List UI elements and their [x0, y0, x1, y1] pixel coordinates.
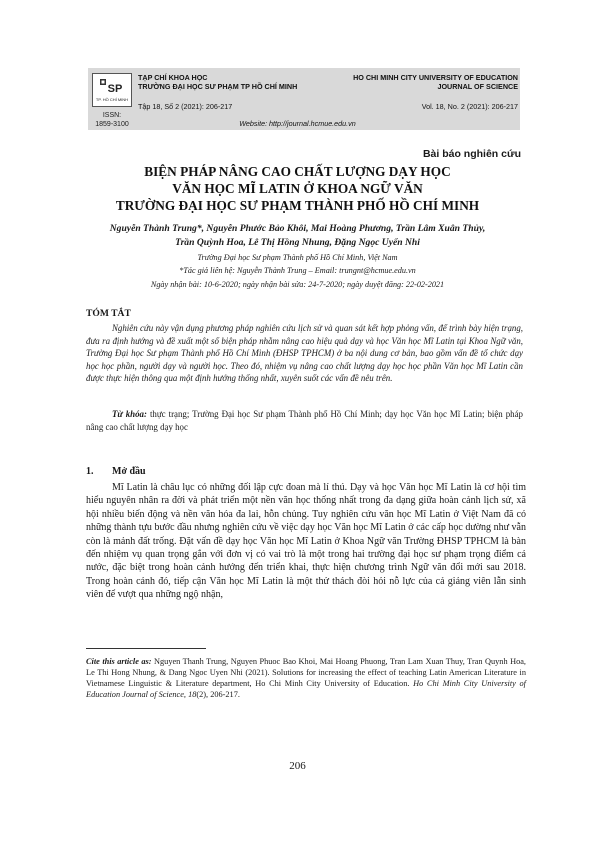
footnote-rule — [86, 648, 206, 649]
journal-en-line1: HO CHI MINH CITY UNIVERSITY OF EDUCATION — [353, 73, 518, 82]
volume-vi: Tập 18, Số 2 (2021): 206-217 — [138, 102, 233, 111]
corresponding-author: *Tác giả liên hệ: Nguyễn Thành Trung – Email: trungnt@hcmue.edu.vn — [179, 266, 416, 275]
citation-journal: Ho Chi Minh City University of Education Journal of Science — [86, 679, 526, 699]
logo-emblem-icon — [98, 77, 126, 97]
citation-block — [86, 656, 526, 700]
section-1-number: 1. — [86, 466, 94, 477]
article-title-line-1: BIỆN PHÁP NÂNG CAO CHẤT LƯỢNG DẠY HỌC — [144, 164, 451, 179]
keywords — [86, 408, 523, 433]
keywords-text: thực trạng; Trường Đại học Sư phạm Thành phố Hồ Chí Minh; dạy học Văn học Mĩ Latin; biện pháp nâng cao chất lượng dạy học — [86, 409, 523, 432]
abstract-heading: TÓM TẮT — [86, 308, 131, 319]
university-logo — [92, 73, 132, 107]
issn-value: 1859-3100 — [95, 121, 129, 128]
journal-en-line2: JOURNAL OF SCIENCE — [437, 82, 518, 91]
article-title-line-3: TRƯỜNG ĐẠI HỌC SƯ PHẠM THÀNH PHỐ HỒ CHÍ MINH — [115, 198, 480, 213]
keywords-label: Từ khóa: — [112, 409, 147, 419]
issn-label: ISSN: — [102, 112, 122, 119]
journal-website: Website: http://journal.hcmue.edu.vn — [239, 119, 356, 128]
logo-text: SP — [107, 83, 123, 95]
authors-line-1: Nguyễn Thành Trung*, Nguyễn Phước Bảo Khôi, Mai Hoàng Phương, Trần Lâm Xuân Thủy, — [109, 223, 486, 234]
article-category: Bài báo nghiên cứu — [422, 148, 521, 160]
authors-line-2: Trần Quỳnh Hoa, Lê Thị Hồng Nhung, Đặng Ngọc Uyển Nhi — [175, 237, 420, 248]
affiliation: Trường Đại học Sư phạm Thành phố Hồ Chí Minh, Việt Nam — [197, 253, 398, 262]
logo-caption: TP. HỒ CHÍ MINH — [95, 97, 129, 102]
citation-label: Cite this article as: — [86, 657, 152, 666]
page-number: 206 — [289, 760, 306, 772]
section-1-title: Mở đầu — [112, 466, 146, 477]
abstract-text: Nghiên cứu này vận dụng phương pháp nghiên cứu lịch sử và quan sát kết hợp phỏng vấn, để trình bày hiện trạng, đưa ra định hướng và đề xuất một số biện pháp nhằm nâng cao hiệu quả dạy và học Văn học Mĩ Latin tại Khoa Ngữ văn, Trường Đại học Sư phạm Thành phố Hồ Chí Minh (ĐHSP TPHCM) ở ba nội dung cơ bản, bao gồm vấn đề tổ chức dạy học học phần, người dạy và người học. Theo đó, nhiệm vụ nâng cao chất lượng dạy học học phần Văn học Mĩ Latin cần được thực hiện thông qua một định hướng thống nhất, xuyên suốt các vấn đề nêu trên. — [86, 323, 523, 384]
citation-text: Nguyen Thanh Trung, Nguyen Phuoc Bao Khoi, Mai Hoang Phuong, Tran Lam Xuan Thuy, Tran Quynh Hoa, Le Thi Hong Nhung, & Dang Ngoc Uyen Nhi (2021). Solutions for increasing the effect of teaching Latin American Literature in Vietnamese Linguistic & Literature department, Ho Chi Minh City University of Education. — [86, 657, 526, 688]
citation-issue: (2), 206-217. — [196, 690, 240, 699]
citation-volume: , 18 — [183, 690, 197, 699]
volume-en: Vol. 18, No. 2 (2021): 206-217 — [421, 102, 518, 111]
journal-vi-line2: TRƯỜNG ĐẠI HỌC SƯ PHẠM TP HỒ CHÍ MINH — [138, 82, 298, 91]
section-1-paragraph: Mĩ Latin là châu lục có những đối lập cực đoan mà lí thú. Dạy và học Văn học Mĩ Latin là cơ hội tìm hiểu nguyên nhân ra đời và phát triển một nền văn học thống nhất trong đa dạng giữa hoàn cảnh lịch sử, xã hội nhiều biến động và nền văn hóa đa lai, hỗn chủng. Tuy nghiên cứu văn học Mĩ Latin ở Việt Nam đã có những thành tựu bước đầu nhưng nghiên cứu về việc dạy học Văn học Mĩ Latin ở các cấp học dường như vẫn còn là mảnh đất trống. Đặt vấn đề dạy học Văn học Mĩ Latin ở Khoa Ngữ văn Trường ĐHSP TPHCM là bàn đến nhiệm vụ quan trọng gắn với đơn vị có vai trò là một trong hai trường đại học sư phạm trọng điểm cả nước, đặc biệt trong hoàn cảnh hướng đến triển khai, thực hiện chương trình Ngữ văn đổi mới sau 2018. Trong hoàn cảnh đó, tiếp cận Văn học Mĩ Latin là một thử thách đòi hỏi nỗ lực của cả giảng viên lẫn sinh viên để vượt qua những ngộ nhận, — [86, 482, 526, 601]
journal-vi-line1: TẠP CHÍ KHOA HỌC — [138, 73, 208, 82]
article-title-line-2: VĂN HỌC MĨ LATIN Ở KHOA NGỮ VĂN — [172, 181, 423, 196]
submission-dates: Ngày nhận bài: 10-6-2020; ngày nhận bài sửa: 24-7-2020; ngày duyệt đăng: 22-02-2021 — [150, 280, 445, 289]
